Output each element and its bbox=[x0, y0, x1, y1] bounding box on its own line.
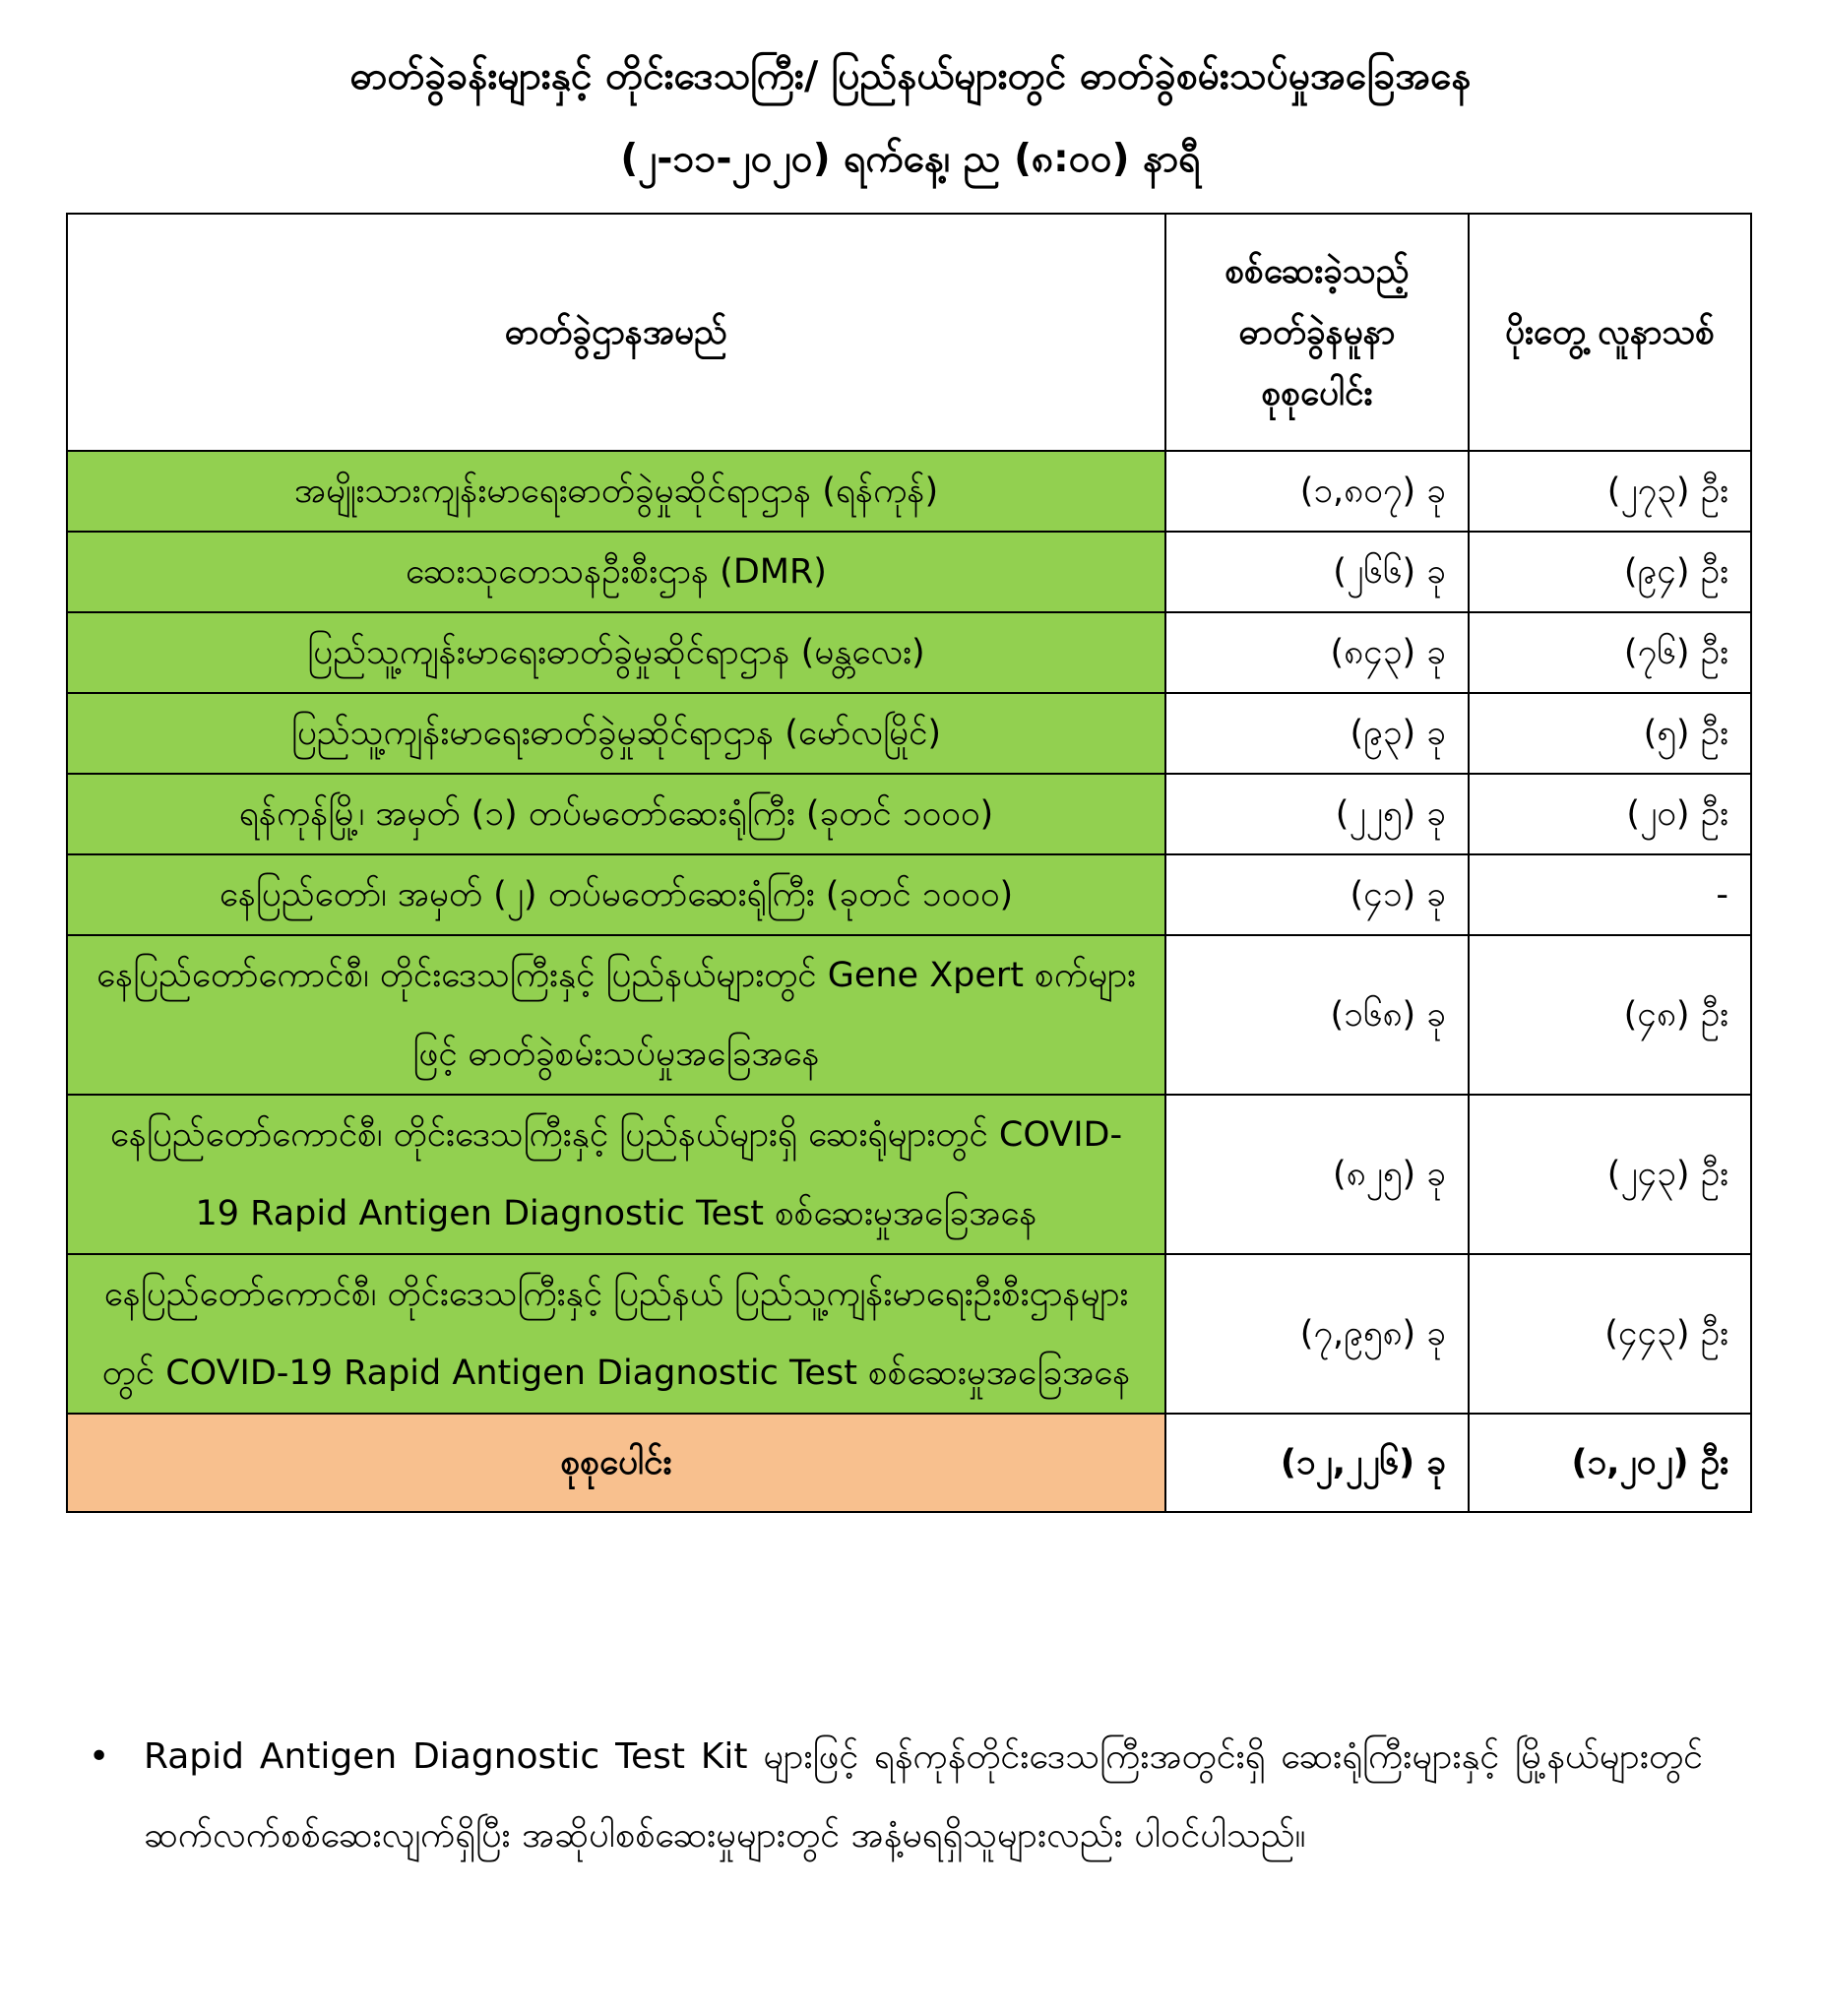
samples-tested-cell: (၄၁) ခု bbox=[1165, 854, 1469, 935]
table-row bbox=[67, 1095, 1751, 1254]
bullet-icon: • bbox=[89, 1736, 110, 1777]
samples-tested-cell: (၁,၈၀၇) ခု bbox=[1165, 451, 1469, 532]
table-row bbox=[67, 612, 1751, 693]
table-header-row bbox=[67, 214, 1751, 451]
lab-name-cell: ဆေးသုတေသနဦးစီးဌာန (DMR) bbox=[67, 532, 1165, 612]
samples-tested-cell: (၂၂၅) ခု bbox=[1165, 774, 1469, 854]
page-title: ဓာတ်ခွဲခန်းများနှင့် တိုင်းဒေသကြီး/ ပြည်နယ်များတွင် ဓာတ်ခွဲစမ်းသပ်မှုအခြေအနေ bbox=[349, 54, 1472, 98]
lab-name-cell: အမျိုးသားကျန်းမာရေးဓာတ်ခွဲမှုဆိုင်ရာဌာန (ရန်ကုန်) bbox=[67, 451, 1165, 532]
lab-name-cell: နေပြည်တော်ကောင်စီ၊ တိုင်းဒေသကြီးနှင့် ပြည်နယ် ပြည်သူ့ကျန်းမာရေးဦးစီးဌာနများတွင် COVID-19 Rapid Antigen Diagnostic Test စစ်ဆေးမှုအခြေအနေ bbox=[67, 1254, 1165, 1414]
table-row bbox=[67, 935, 1751, 1095]
header-lab-name: ဓာတ်ခွဲဌာနအမည် bbox=[67, 214, 1165, 451]
lab-name-cell: နေပြည်တော်ကောင်စီ၊ တိုင်းဒေသကြီးနှင့် ပြည်နယ်များရှိ ဆေးရုံများတွင် COVID-19 Rapid Antigen Diagnostic Test စစ်ဆေးမှုအခြေအနေ bbox=[67, 1095, 1165, 1254]
positive-cases-cell: (၄၈) ဦး bbox=[1469, 935, 1751, 1095]
lab-name-cell: နေပြည်တော်ကောင်စီ၊ တိုင်းဒေသကြီးနှင့် ပြည်နယ်များတွင် Gene Xpert စက်များဖြင့် ဓာတ်ခွဲစမ်းသပ်မှုအခြေအနေ bbox=[67, 935, 1165, 1095]
footnote bbox=[89, 1718, 1703, 1875]
positive-cases-cell: (၂၀) ဦး bbox=[1469, 774, 1751, 854]
samples-tested-cell: (၇,၉၅၈) ခု bbox=[1165, 1254, 1469, 1414]
table-row bbox=[67, 693, 1751, 774]
table-row bbox=[67, 774, 1751, 854]
table-row bbox=[67, 451, 1751, 532]
report-date-time: (၂-၁၁-၂၀၂၀) ရက်နေ့၊ ည (၈:၀၀) နာရီ bbox=[620, 137, 1201, 181]
lab-name-cell: ပြည်သူ့ကျန်းမာရေးဓာတ်ခွဲမှုဆိုင်ရာဌာန (မော်လမြိုင်) bbox=[67, 693, 1165, 774]
positive-cases-cell: (၄၄၃) ဦး bbox=[1469, 1254, 1751, 1414]
samples-tested-cell: (၁၆၈) ခု bbox=[1165, 935, 1469, 1095]
lab-name-cell: ရန်ကုန်မြို့၊ အမှတ် (၁) တပ်မတော်ဆေးရုံကြီး (ခုတင် ၁၀၀၀) bbox=[67, 774, 1165, 854]
total-samples-tested-cell: (၁၂,၂၂၆) ခု bbox=[1165, 1414, 1469, 1512]
positive-cases-cell: (၂၄၃) ဦး bbox=[1469, 1095, 1751, 1254]
samples-tested-cell: (၉၃) ခု bbox=[1165, 693, 1469, 774]
samples-tested-cell: (၈၄၃) ခု bbox=[1165, 612, 1469, 693]
total-positive-cases-cell: (၁,၂၀၂) ဦး bbox=[1469, 1414, 1751, 1512]
positive-cases-cell: (၇၆) ဦး bbox=[1469, 612, 1751, 693]
header-positive-cases: ပိုးတွေ့ လူနာသစ် bbox=[1469, 214, 1751, 451]
header-samples-tested: စစ်ဆေးခဲ့သည့် ဓာတ်ခွဲနမူနာ စုစုပေါင်း bbox=[1165, 214, 1469, 451]
table-row bbox=[67, 854, 1751, 935]
positive-cases-cell: (၅) ဦး bbox=[1469, 693, 1751, 774]
positive-cases-cell: (၉၄) ဦး bbox=[1469, 532, 1751, 612]
positive-cases-cell: (၂၇၃) ဦး bbox=[1469, 451, 1751, 532]
samples-tested-cell: (၈၂၅) ခု bbox=[1165, 1095, 1469, 1254]
lab-results-table bbox=[66, 213, 1752, 1513]
lab-name-cell: နေပြည်တော်၊ အမှတ် (၂) တပ်မတော်ဆေးရုံကြီး (ခုတင် ၁၀၀၀) bbox=[67, 854, 1165, 935]
table-row bbox=[67, 1254, 1751, 1414]
table-row bbox=[67, 532, 1751, 612]
samples-tested-cell: (၂၆၆) ခု bbox=[1165, 532, 1469, 612]
table-total-row bbox=[67, 1414, 1751, 1512]
footnote-text: Rapid Antigen Diagnostic Test Kit များဖြင့် ရန်ကုန်တိုင်းဒေသကြီးအတွင်းရှိ ဆေးရုံကြီးများနှင့် မြို့နယ်များတွင် ဆက်လက်စစ်ဆေးလျက်ရှိပြီး အဆိုပါစစ်ဆေးမှုများတွင် အနံ့မရရှိသူများလည်း ပါဝင်ပါသည်။ bbox=[144, 1736, 1703, 1856]
total-label-cell: စုစုပေါင်း bbox=[67, 1414, 1165, 1512]
lab-name-cell: ပြည်သူ့ကျန်းမာရေးဓာတ်ခွဲမှုဆိုင်ရာဌာန (မန္တလေး) bbox=[67, 612, 1165, 693]
positive-cases-cell: - bbox=[1469, 854, 1751, 935]
